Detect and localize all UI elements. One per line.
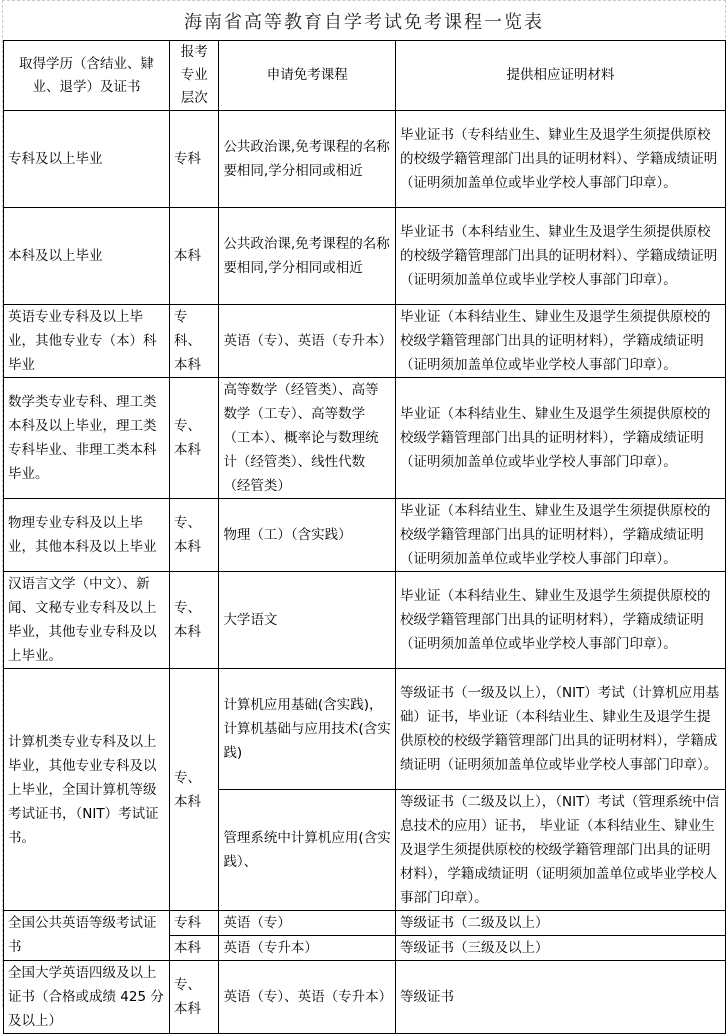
course-cell: 公共政治课,免考课程的名称要相同,学分相同或相近 — [219, 208, 396, 305]
course-cell: 物理（工）（含实践） — [219, 499, 396, 572]
table-row — [4, 305, 726, 378]
level-cell: 专科 — [170, 911, 219, 936]
header-row — [4, 41, 726, 111]
course-cell: 英语（专）、英语（专升本） — [219, 305, 396, 378]
level-cell: 专、本科 — [170, 499, 219, 572]
table-row — [4, 961, 726, 1034]
page-title: 海南省高等教育自学考试免考课程一览表 — [184, 12, 544, 33]
qualification-cell: 英语专业专科及以上毕业，其他专业专（本）科毕业 — [4, 305, 170, 378]
qualification-cell: 数学类专业专科、理工类本科及以上毕业，理工类专科毕业、非理工类本科毕业。 — [4, 378, 170, 499]
qualification-cell: 汉语言文学（中文）、新闻、文秘专业专科及以上毕业，其他专业专科及以上毕业。 — [4, 572, 170, 669]
table-row — [4, 499, 726, 572]
materials-cell: 毕业证（本科结业生、肄业生及退学生须提供原校的校级学籍管理部门出具的证明材料），学籍成绩证明（证明须加盖单位或毕业学校人事部门印章）。 — [395, 499, 725, 572]
level-cell: 专、本科 — [170, 669, 219, 911]
course-cell: 英语（专） — [219, 911, 396, 936]
table-row — [4, 572, 726, 669]
level-cell: 本科 — [170, 936, 219, 961]
materials-cell: 毕业证书（专科结业生、肄业生及退学生须提供原校的校级学籍管理部门出具的证明材料）、学籍成绩证明（证明须加盖单位或毕业学校人事部门印章）。 — [395, 111, 725, 208]
level-cell: 专科 — [170, 111, 219, 208]
materials-cell: 毕业证（本科结业生、肄业生及退学生须提供原校的校级学籍管理部门出具的证明材料），学籍成绩证明（证明须加盖单位或毕业学校人事部门印章）。 — [395, 378, 725, 499]
table-row — [4, 111, 726, 208]
course-cell: 计算机应用基础(含实践)，计算机基础与应用技术(含实践) — [219, 669, 396, 790]
level-cell: 本科 — [170, 208, 219, 305]
qualification-cell: 全国公共英语等级考试证书 — [4, 911, 170, 961]
qualification-cell: 本科及以上毕业 — [4, 208, 170, 305]
materials-cell: 毕业证（本科结业生、肄业生及退学生须提供原校的校级学籍管理部门出具的证明材料），学籍成绩证明（证明须加盖单位或毕业学校人事部门印章）。 — [395, 305, 725, 378]
course-cell: 大学语文 — [219, 572, 396, 669]
header-level: 报考专业层次 — [170, 41, 219, 111]
header-qualification: 取得学历（含结业、肄业、退学）及证书 — [4, 41, 170, 111]
table-row — [4, 669, 726, 790]
level-cell: 专、本科 — [170, 961, 219, 1034]
materials-cell: 等级证书（二级及以上） — [395, 911, 725, 936]
materials-cell: 等级证书（一级及以上），（NIT）考试（计算机应用基础）证书，毕业证（本科结业生、肄业生及退学生提供原校的校级学籍管理部门出具的证明材料），学籍成绩证明（证明须加盖单位或毕业学校人事部门印章）。 — [395, 669, 725, 790]
table-row — [4, 208, 726, 305]
table-row — [4, 378, 726, 499]
course-cell: 公共政治课,免考课程的名称要相同,学分相同或相近 — [219, 111, 396, 208]
qualification-cell: 物理专业专科及以上毕业，其他本科及以上毕业 — [4, 499, 170, 572]
qualification-cell: 计算机类专业专科及以上毕业，其他专业专科及以上毕业，全国计算机等级考试证书，（NIT）考试证书。 — [4, 669, 170, 911]
materials-cell: 毕业证（本科结业生、肄业生及退学生须提供原校的校级学籍管理部门出具的证明材料），学籍成绩证明（证明须加盖单位或毕业学校人事部门印章）。 — [395, 572, 725, 669]
header-course: 申请免考课程 — [219, 41, 396, 111]
course-cell: 英语（专）、英语（专升本） — [219, 961, 396, 1034]
course-cell: 英语（专升本） — [219, 936, 396, 961]
course-cell: 高等数学（经管类）、高等数学（工专）、高等数学（工本）、概率论与数理统计（经管类）、线性代数（经管类） — [219, 378, 396, 499]
header-materials: 提供相应证明材料 — [395, 41, 725, 111]
exemption-table — [3, 40, 726, 1034]
materials-cell: 毕业证书（本科结业生、肄业生及退学生须提供原校的校级学籍管理部门出具的证明材料）、学籍成绩证明（证明须加盖单位或毕业学校人事部门印章）。 — [395, 208, 725, 305]
materials-cell: 等级证书（三级及以上） — [395, 936, 725, 961]
level-cell: 专、本科 — [170, 572, 219, 669]
materials-cell: 等级证书 — [395, 961, 725, 1034]
qualification-cell: 专科及以上毕业 — [4, 111, 170, 208]
course-cell: 管理系统中计算机应用(含实践）、 — [219, 790, 396, 911]
qualification-cell: 全国大学英语四级及以上证书（合格或成绩 425 分及以上） — [4, 961, 170, 1034]
level-cell: 专科、本科 — [170, 305, 219, 378]
level-cell: 专、本科 — [170, 378, 219, 499]
table-row — [4, 911, 726, 936]
materials-cell: 等级证书（二级及以上），（NIT）考试（管理系统中信息技术的应用）证书， 毕业证（本科结业生、肄业生及退学生须提供原校的校级学籍管理部门出具的证明材料），学籍成绩证明（证明须加盖单位或毕业学校人事部门印章）。 — [395, 790, 725, 911]
